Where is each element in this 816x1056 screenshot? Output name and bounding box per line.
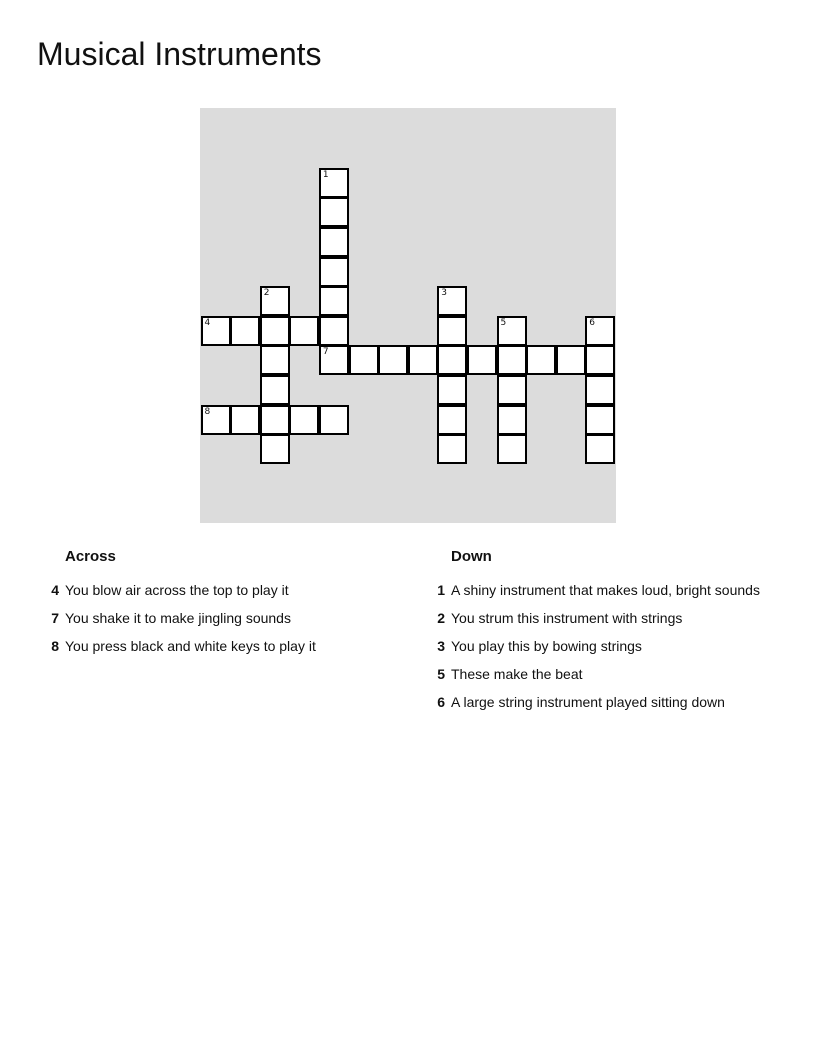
crossword-cell[interactable] (201, 405, 231, 435)
crossword-cell[interactable] (497, 316, 527, 346)
crossword-cell[interactable] (556, 345, 586, 375)
crossword-cell[interactable] (526, 345, 556, 375)
crossword-cell[interactable] (497, 405, 527, 435)
clue-text: You press black and white keys to play it (65, 638, 316, 654)
crossword-cell[interactable] (319, 316, 349, 346)
clue-text: You shake it to make jingling sounds (65, 610, 291, 626)
clue-text: You play this by bowing strings (451, 638, 642, 654)
crossword-cell[interactable] (437, 405, 467, 435)
cell-number: 2 (263, 288, 270, 299)
clue-text: These make the beat (451, 666, 583, 682)
down-clue-list (423, 580, 813, 720)
crossword-cell[interactable] (437, 286, 467, 316)
clue-number: 8 (51, 638, 59, 654)
cell-number: 8 (204, 406, 211, 417)
clue-number: 5 (437, 666, 445, 682)
clue-down-1 (423, 580, 813, 608)
clue-text: You strum this instrument with strings (451, 610, 683, 626)
crossword-cell[interactable] (585, 434, 615, 464)
crossword-cell[interactable] (437, 345, 467, 375)
crossword-cell[interactable] (378, 345, 408, 375)
clue-number: 2 (437, 610, 445, 626)
down-heading: Down (451, 548, 492, 565)
cell-number: 7 (322, 347, 329, 358)
clue-number: 3 (437, 638, 445, 654)
clue-text: A shiny instrument that makes loud, bright sounds (451, 582, 760, 598)
crossword-cell[interactable] (260, 316, 290, 346)
crossword-cell[interactable] (230, 316, 260, 346)
clue-number: 4 (51, 582, 59, 598)
clue-down-3 (423, 636, 813, 664)
clue-number: 7 (51, 610, 59, 626)
crossword-cell[interactable] (585, 405, 615, 435)
crossword-cell[interactable] (289, 405, 319, 435)
clue-down-5 (423, 664, 813, 692)
crossword-cell[interactable] (585, 316, 615, 346)
crossword-cell[interactable] (585, 375, 615, 405)
crossword-cell[interactable] (260, 375, 290, 405)
clue-down-6 (423, 692, 813, 720)
crossword-cell[interactable] (437, 434, 467, 464)
clue-across-7 (37, 608, 397, 636)
across-clue-list (37, 580, 397, 664)
crossword-cell[interactable] (260, 405, 290, 435)
crossword-cell[interactable] (319, 227, 349, 257)
cell-number: 5 (500, 317, 507, 328)
crossword-cell[interactable] (497, 434, 527, 464)
crossword-cell[interactable] (437, 375, 467, 405)
cell-number: 4 (204, 317, 211, 328)
crossword-cell[interactable] (319, 286, 349, 316)
crossword-cell[interactable] (260, 286, 290, 316)
clue-across-8 (37, 636, 397, 664)
clue-number: 1 (437, 582, 445, 598)
clue-across-4 (37, 580, 397, 608)
crossword-cell[interactable] (349, 345, 379, 375)
down-clues (423, 544, 813, 720)
crossword-cell[interactable] (319, 168, 349, 198)
crossword-cell[interactable] (260, 434, 290, 464)
clue-down-2 (423, 608, 813, 636)
crossword-cell[interactable] (319, 345, 349, 375)
across-clues (37, 544, 397, 664)
crossword-cell[interactable] (497, 345, 527, 375)
clue-number: 6 (437, 694, 445, 710)
crossword-grid (200, 108, 616, 523)
crossword-cell[interactable] (319, 197, 349, 227)
crossword-cell[interactable] (201, 316, 231, 346)
cell-number: 3 (441, 288, 448, 299)
clue-text: You blow air across the top to play it (65, 582, 289, 598)
crossword-cell[interactable] (289, 316, 319, 346)
crossword-cell[interactable] (260, 345, 290, 375)
cell-number: 1 (322, 169, 329, 180)
crossword-cell[interactable] (408, 345, 438, 375)
clue-text: A large string instrument played sitting down (451, 694, 725, 710)
crossword-cell[interactable] (497, 375, 527, 405)
crossword-cell[interactable] (437, 316, 467, 346)
crossword-cell[interactable] (230, 405, 260, 435)
crossword-cell[interactable] (585, 345, 615, 375)
crossword-cell[interactable] (319, 257, 349, 287)
crossword-cell[interactable] (319, 405, 349, 435)
across-heading: Across (65, 548, 116, 565)
page-title: Musical Instruments (37, 36, 322, 72)
cell-number: 6 (589, 317, 596, 328)
crossword-cell[interactable] (467, 345, 497, 375)
